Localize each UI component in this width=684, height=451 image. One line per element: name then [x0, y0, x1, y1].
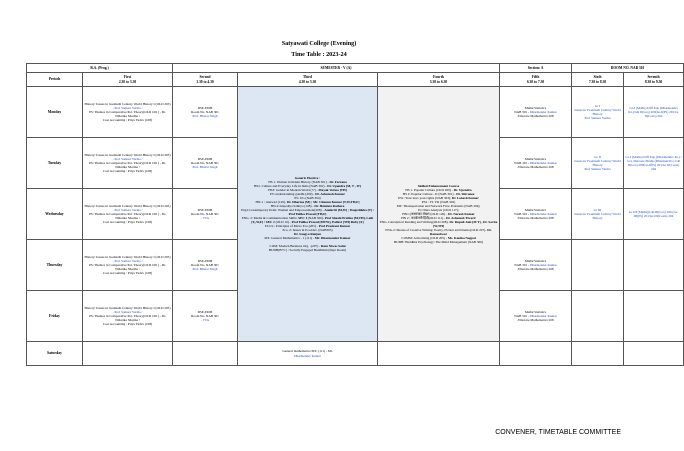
room-line: Room No. NAB 301 — [191, 262, 219, 267]
day-row-monday — [27, 87, 684, 138]
sec-line: PS1: Your laws your rights (NAB 303); — [398, 195, 452, 200]
period-header-sixth — [572, 73, 624, 87]
sec-line: ENG.1:Analytical Reading and Writing(OLD 208)- — [379, 220, 450, 225]
subject-line: Cost Accounting : Priya Yadav (108) — [102, 271, 153, 276]
sec-heading: Skilled Enhancement Course — [417, 183, 460, 188]
seventh-period-cell: Gr-III (Maths)(GR-III(Gcs) 209 (Gr-III(PS) 201/Gr-III(Costs) 204 — [624, 189, 684, 240]
fifth-period-cell — [500, 240, 572, 291]
second-period-cell — [173, 240, 238, 291]
info-bar — [27, 64, 684, 73]
ge-teacher: Prof Prashant Kumar — [318, 224, 351, 229]
second-period-cell — [173, 189, 238, 240]
group-line: Gr I — [594, 103, 601, 108]
subject-line: PS: Themes in Comparative Pol. Theory(OLD 106 ) - Dr. Niharika Sharma / — [89, 160, 166, 170]
teacher-line: - TTA — [200, 216, 210, 221]
seventh-period-cell — [624, 342, 684, 366]
ge-line: HN-1 : Anuwad (120)- — [255, 199, 287, 204]
first-period-cell — [83, 189, 173, 240]
ge-line: PS: UG (NAB 304) — [294, 195, 321, 200]
sec-teacher: Dr. Naresh Kumar — [448, 211, 475, 216]
room-cell: ROOM NO. NAB 301 — [572, 64, 684, 73]
ge-line: (OLD 10) - — [274, 220, 292, 225]
teacher-line: Dharmender Kumar — [529, 313, 557, 318]
first-period-cell — [83, 87, 173, 138]
period-time: 6.30 to 7.30 — [526, 79, 545, 84]
ge-line: HS2. Culture and Everyday Life in India (NAB 302) - — [254, 183, 328, 188]
subject-line: Maths:Statistics — [524, 207, 547, 212]
subject-line: DSE-EDPI — [197, 309, 213, 314]
subject-line: Cost Accounting : Priya Yadav (108) — [102, 220, 153, 225]
ge-teacher: Mayak Verma [TH] — [318, 187, 347, 192]
timetable-title: Time Table : 2023-24 — [291, 51, 347, 58]
ge-line: ENG. 2: Media & Communication Skills: — [241, 216, 299, 221]
subject-line: PS: Themes in Comparative Pol. Theory(OLD 106 ) - Dr. Niharika Sharma / — [89, 313, 166, 323]
period-time: 4.30 to 5.30 — [298, 79, 317, 84]
sec-line: HN1:(जनसंचार लेखन (OLD 120) - — [402, 211, 449, 216]
sec-line: HS 2: Popular Culture - II (NAB 301) - — [402, 191, 457, 196]
ge-teacher: Dr. Hemlata Rathore — [314, 203, 345, 208]
ge-line: COM: Modern Business Org. -(207) - — [269, 244, 321, 249]
ge-heading: Generic Elective : — [294, 175, 321, 180]
subject-line: /Discrete Mathematics:108 — [517, 318, 554, 323]
group-line: Gr III — [593, 207, 602, 212]
day-label: Tuesday — [27, 138, 83, 189]
ge-teacher: Prof Tulika Prasad [MTW], Pallavi [TH] Ruby [F] — [291, 220, 364, 225]
sec-teacher: Dr. Ashutosh Tiwari/ — [446, 216, 476, 221]
period-name: Fifth — [531, 75, 540, 80]
subject-line: Maths:Statistics — [524, 105, 547, 110]
timetable — [26, 63, 684, 366]
subject-line: /Discrete Mathematics:108 — [517, 114, 554, 119]
section-cell: Section: A — [500, 64, 572, 73]
room-line: NAB 301 - — [514, 313, 530, 318]
sixth-period-cell — [572, 87, 624, 138]
period-header-seventh — [624, 73, 684, 87]
teacher-line: Prof. Bharat Singh — [192, 114, 218, 119]
fifth-period-cell — [500, 291, 572, 342]
room-line: NAB 301 - — [514, 211, 530, 216]
period-name: Fourth — [433, 75, 444, 80]
sec-line: HS 1. Popular Culture (OLD 209) - — [405, 187, 454, 192]
teacher-line: Dharmender Kumar — [529, 160, 557, 165]
fifth-period-cell — [500, 138, 572, 189]
room-line: NAB 301 - — [514, 262, 530, 267]
ge-teacher: Dr. Farzana — [329, 179, 347, 184]
ge-line: HS3: Gender in Modern World (??) - — [268, 187, 319, 192]
subject-line: History: Issues in twentieth Century World History I (OLD 203) — [84, 305, 171, 310]
ge-teacher: Dr. Ashutosh Kumar — [315, 191, 345, 196]
subject-line: /Discrete Mathematics:108 — [517, 216, 554, 221]
seventh-period-cell — [624, 240, 684, 291]
day-label: Saturday — [27, 342, 83, 366]
ge-teacher: SEC I — [298, 216, 307, 221]
sixth-period-cell — [572, 342, 624, 366]
subject-line: Issues in Twentieth Century World History — [574, 211, 621, 221]
subject-line: General mathematics MT- (111) - Mr. — [282, 349, 333, 354]
first-period-cell — [83, 138, 173, 189]
college-name: Satyawati College (Evening) — [281, 40, 357, 47]
sec-line: HN 2 : कार्यालयी हिंदी(OLD 111) - — [401, 216, 447, 221]
subject-line: DSE-EDPI — [197, 105, 213, 110]
sixth-period-cell — [572, 189, 624, 240]
third-period-cell — [238, 342, 378, 366]
teacher-line: Prof Sameer Verma — [584, 167, 611, 172]
teacher-line: Prof Sameer Verma — [584, 116, 611, 121]
period-header-fifth — [500, 73, 572, 87]
sec-line: PS2 : YL YR (NAB 302) — [421, 199, 456, 204]
teacher-line: - Prof Sameer Verma / — [112, 105, 143, 110]
second-period-cell — [173, 138, 238, 189]
subject-line: DSE-EDPI — [197, 156, 213, 161]
first-period-cell — [83, 342, 173, 366]
sec-teacher: Dr. Shivanee — [456, 191, 475, 196]
sec-teacher: Dr. Rupali Jain [M T] , Dr. Savita [W,TH] — [433, 220, 498, 229]
fifth-period-cell — [500, 87, 572, 138]
teacher-line: Prof. Bharat Singh — [192, 165, 218, 170]
period-header-fourth — [378, 73, 500, 87]
ge-teacher: Ram Niwas Saini — [320, 244, 346, 249]
subject-line: Cost Accounting : Priya Yadav (108) — [102, 322, 153, 327]
periods-label: Periods — [27, 73, 83, 87]
subject-line: History: Issues in twentieth Century World History I (OLD 203) — [84, 203, 171, 208]
room-line: NAB 301 - — [514, 160, 530, 165]
sec-teacher: Dr. Upendra — [453, 187, 472, 192]
subject-line: History: Issues in twentieth Century World History I (OLD 203) — [84, 152, 171, 157]
ge-teacher: Anukriti [M,W] ; Deepshikha [T] / Prof Tulika Prasad [TH,F] — [288, 207, 374, 216]
period-time: 8.30 to 9.30 — [644, 79, 663, 84]
room-line: Room No. NAB 301 — [191, 211, 219, 216]
teacher-line: - Prof Sameer Verma / — [112, 156, 143, 161]
fifth-period-cell — [500, 342, 572, 366]
subject-line: PS: Themes in Comparative Pol. Theory(OLD 106 ) - Dr. Niharika Sharma / — [89, 262, 166, 272]
course-cell: B.A. (Prog.) — [27, 64, 173, 73]
sec-line: BUDH: Buddhist Psychology: The Mind Management (NAB 306) — [394, 240, 484, 245]
ge-line: BUDH[B+C] : Socially Engaged Buddhism (Dept Room) — [268, 248, 347, 253]
second-period-cell — [173, 342, 238, 366]
period-header-second — [173, 73, 238, 87]
subject-line: History: Issues in twentieth Century World History I (OLD 203) — [84, 101, 171, 106]
first-period-cell — [83, 291, 173, 342]
period-name: Second — [199, 75, 211, 80]
day-label: Friday — [27, 291, 83, 342]
seventh-period-cell — [624, 291, 684, 342]
teacher-line: - Prof Sameer Verma / — [112, 258, 143, 263]
fifth-period-cell — [500, 189, 572, 240]
second-period-cell — [173, 87, 238, 138]
teacher-line: - TTA — [200, 318, 210, 323]
ge-line: (NAB 306)- — [306, 216, 325, 221]
third-period-generic-elective — [238, 87, 378, 342]
subject-line: Issues in Twentieth Century World History — [574, 107, 621, 116]
ge-teacher: Dr. Upendra [M, T , W] — [327, 183, 361, 188]
sixth-period-cell — [572, 138, 624, 189]
sec-teacher: Ms. Kanika Nagpal — [447, 236, 476, 241]
ge-teacher: Mr. Dharmender Kumar — [314, 236, 351, 241]
subject-line: DSE-EDPI — [197, 258, 213, 263]
subject-line: Maths:Statistics — [524, 156, 547, 161]
period-name: First — [123, 75, 132, 80]
sec-line: COMM: Advertising (OLD 205) - — [401, 236, 448, 241]
seventh-period-cell: Gr-I (Maths) Diff Equ (Dharmendra Kr.) / Gr1-Discrete Maths (Dharmendra ) GR II(Gcs) 209(Gr-I(PS) 201/Gr II(Costs) 204 — [624, 138, 684, 189]
period-header-row — [27, 73, 684, 87]
period-header-third — [238, 73, 378, 87]
day-row-saturday — [27, 342, 684, 366]
teacher-line: Dharmender Kumar — [529, 262, 557, 267]
teacher-line: - Prof Sameer Verma / — [112, 309, 143, 314]
period-name: Seventh — [647, 75, 660, 80]
subject-line: PS: Themes in Comparative Pol. Theory(OLD 106 ) - Dr. Niharika Sharma / — [89, 211, 166, 221]
subject-line: Maths:Statistics — [524, 258, 547, 263]
ge-teacher: Prof Shashi Prabha [M,TH], Lalit [T,,W,F] / SEC 2 — [251, 216, 374, 225]
period-name: Sixth — [593, 75, 602, 80]
ge-line: PS: understanding gandhi (209) - — [270, 191, 316, 196]
ge-teacher: Dr. Dharma [M] ; Mr. Chunnu Kumar [T,W,TH,F] — [286, 199, 360, 204]
day-label: Thursday — [27, 240, 83, 291]
ge-line: ECO1.: Principles of Micro Eco.(205) - — [264, 224, 319, 229]
teacher-line: Dharmender Kumar — [294, 353, 321, 358]
room-line: Room No. NAB 301 — [191, 160, 219, 165]
ge-line: HN-2:Janpadiya Sahitya (108) - — [270, 203, 315, 208]
day-label: Wednesday — [27, 189, 83, 240]
period-time: 3.30 to 4.30 — [196, 79, 214, 84]
second-period-cell — [173, 291, 238, 342]
teacher-line: - Prof Sameer Verma / — [112, 207, 143, 212]
period-time: 2.30 to 3.30 — [118, 79, 137, 84]
teacher-line: Prof. Bharat Singh — [192, 267, 218, 272]
teacher-line: Dharmender Kumar — [529, 109, 557, 114]
subject-line: Cost Accounting : Priya Yadav (108) — [102, 169, 153, 174]
room-line: Room No. NAB 301 — [191, 109, 219, 114]
sec-teacher: Dr. Lokesh Kumar — [451, 195, 479, 200]
period-name: Third — [303, 75, 312, 80]
period-header-first — [83, 73, 173, 87]
day-label: Monday — [27, 87, 83, 138]
sixth-period-cell — [572, 240, 624, 291]
ge-line: MT- General Mathematics - 1 (111) - — [264, 236, 315, 241]
period-time: 5.30 to 6.30 — [429, 79, 448, 84]
subject-line: Maths:Statistics — [524, 309, 547, 314]
period-time: 7.30 to 8.30 — [588, 79, 607, 84]
subject-line: PS: Themes in Comparative Pol. Theory(OLD 106 ) - Dr. Niharika Sharma / — [89, 109, 166, 119]
subject-line: /Discrete Mathematics:108 — [517, 267, 554, 272]
subject-line: Issues in Twentieth Century World History — [574, 158, 621, 167]
seventh-period-cell: Gr-I (Maths) Diff Equ (Dharmendra Kr.)/GR II(Gcs) 209(Gr-I(PS) 201/Gr II(Costs) 204 — [624, 87, 684, 138]
ge-teacher: Dr. Saagya Ranjan — [294, 232, 321, 237]
sec-line: EC:Data Analysis (OLD 117); — [418, 207, 459, 212]
group-line: Gr II — [594, 154, 601, 159]
subject-line: Cost Accounting : Priya Yadav (108) — [102, 118, 153, 123]
sec-line: MT: TRansportation and Network Flow Problems (NAB 304); — [396, 203, 481, 208]
first-period-cell — [83, 240, 173, 291]
ge-line: Eco. 2: Issues in Eco.Dev. (NAB303) — [282, 228, 333, 233]
subject-line: DSE-EDPI — [197, 207, 213, 212]
teacher-line: Dharmender Kumar — [529, 211, 557, 216]
semester-cell: SEMESTER - V (A) — [173, 64, 500, 73]
fourth-period-skill-enhancement — [378, 87, 500, 342]
convener-signature-line: CONVENER, TIMETABLE COMMITTEE — [495, 429, 621, 436]
sec-teacher: Dr. Rameshwar — [429, 228, 492, 237]
subject-line: History: Issues in twentieth Century World History I (OLD 203) — [84, 254, 171, 259]
sec-line: ENG.2: Modes of Creative Writing: Poetry, Fiction and Drama.(OLD 207)- — [385, 228, 488, 233]
room-line: Room No. NAB 301 — [191, 313, 219, 318]
ge-line: Eng1:Contemporary India: Women and Empowerment(208) - — [241, 207, 325, 212]
room-line: NAB 301 - — [514, 109, 530, 114]
fourth-period-cell — [378, 342, 500, 366]
ge-line: HS 1. Women in Indian History (NAB 301) - — [268, 179, 330, 184]
sixth-period-cell — [572, 291, 624, 342]
subject-line: /Discrete Mathematics:108 — [517, 165, 554, 170]
